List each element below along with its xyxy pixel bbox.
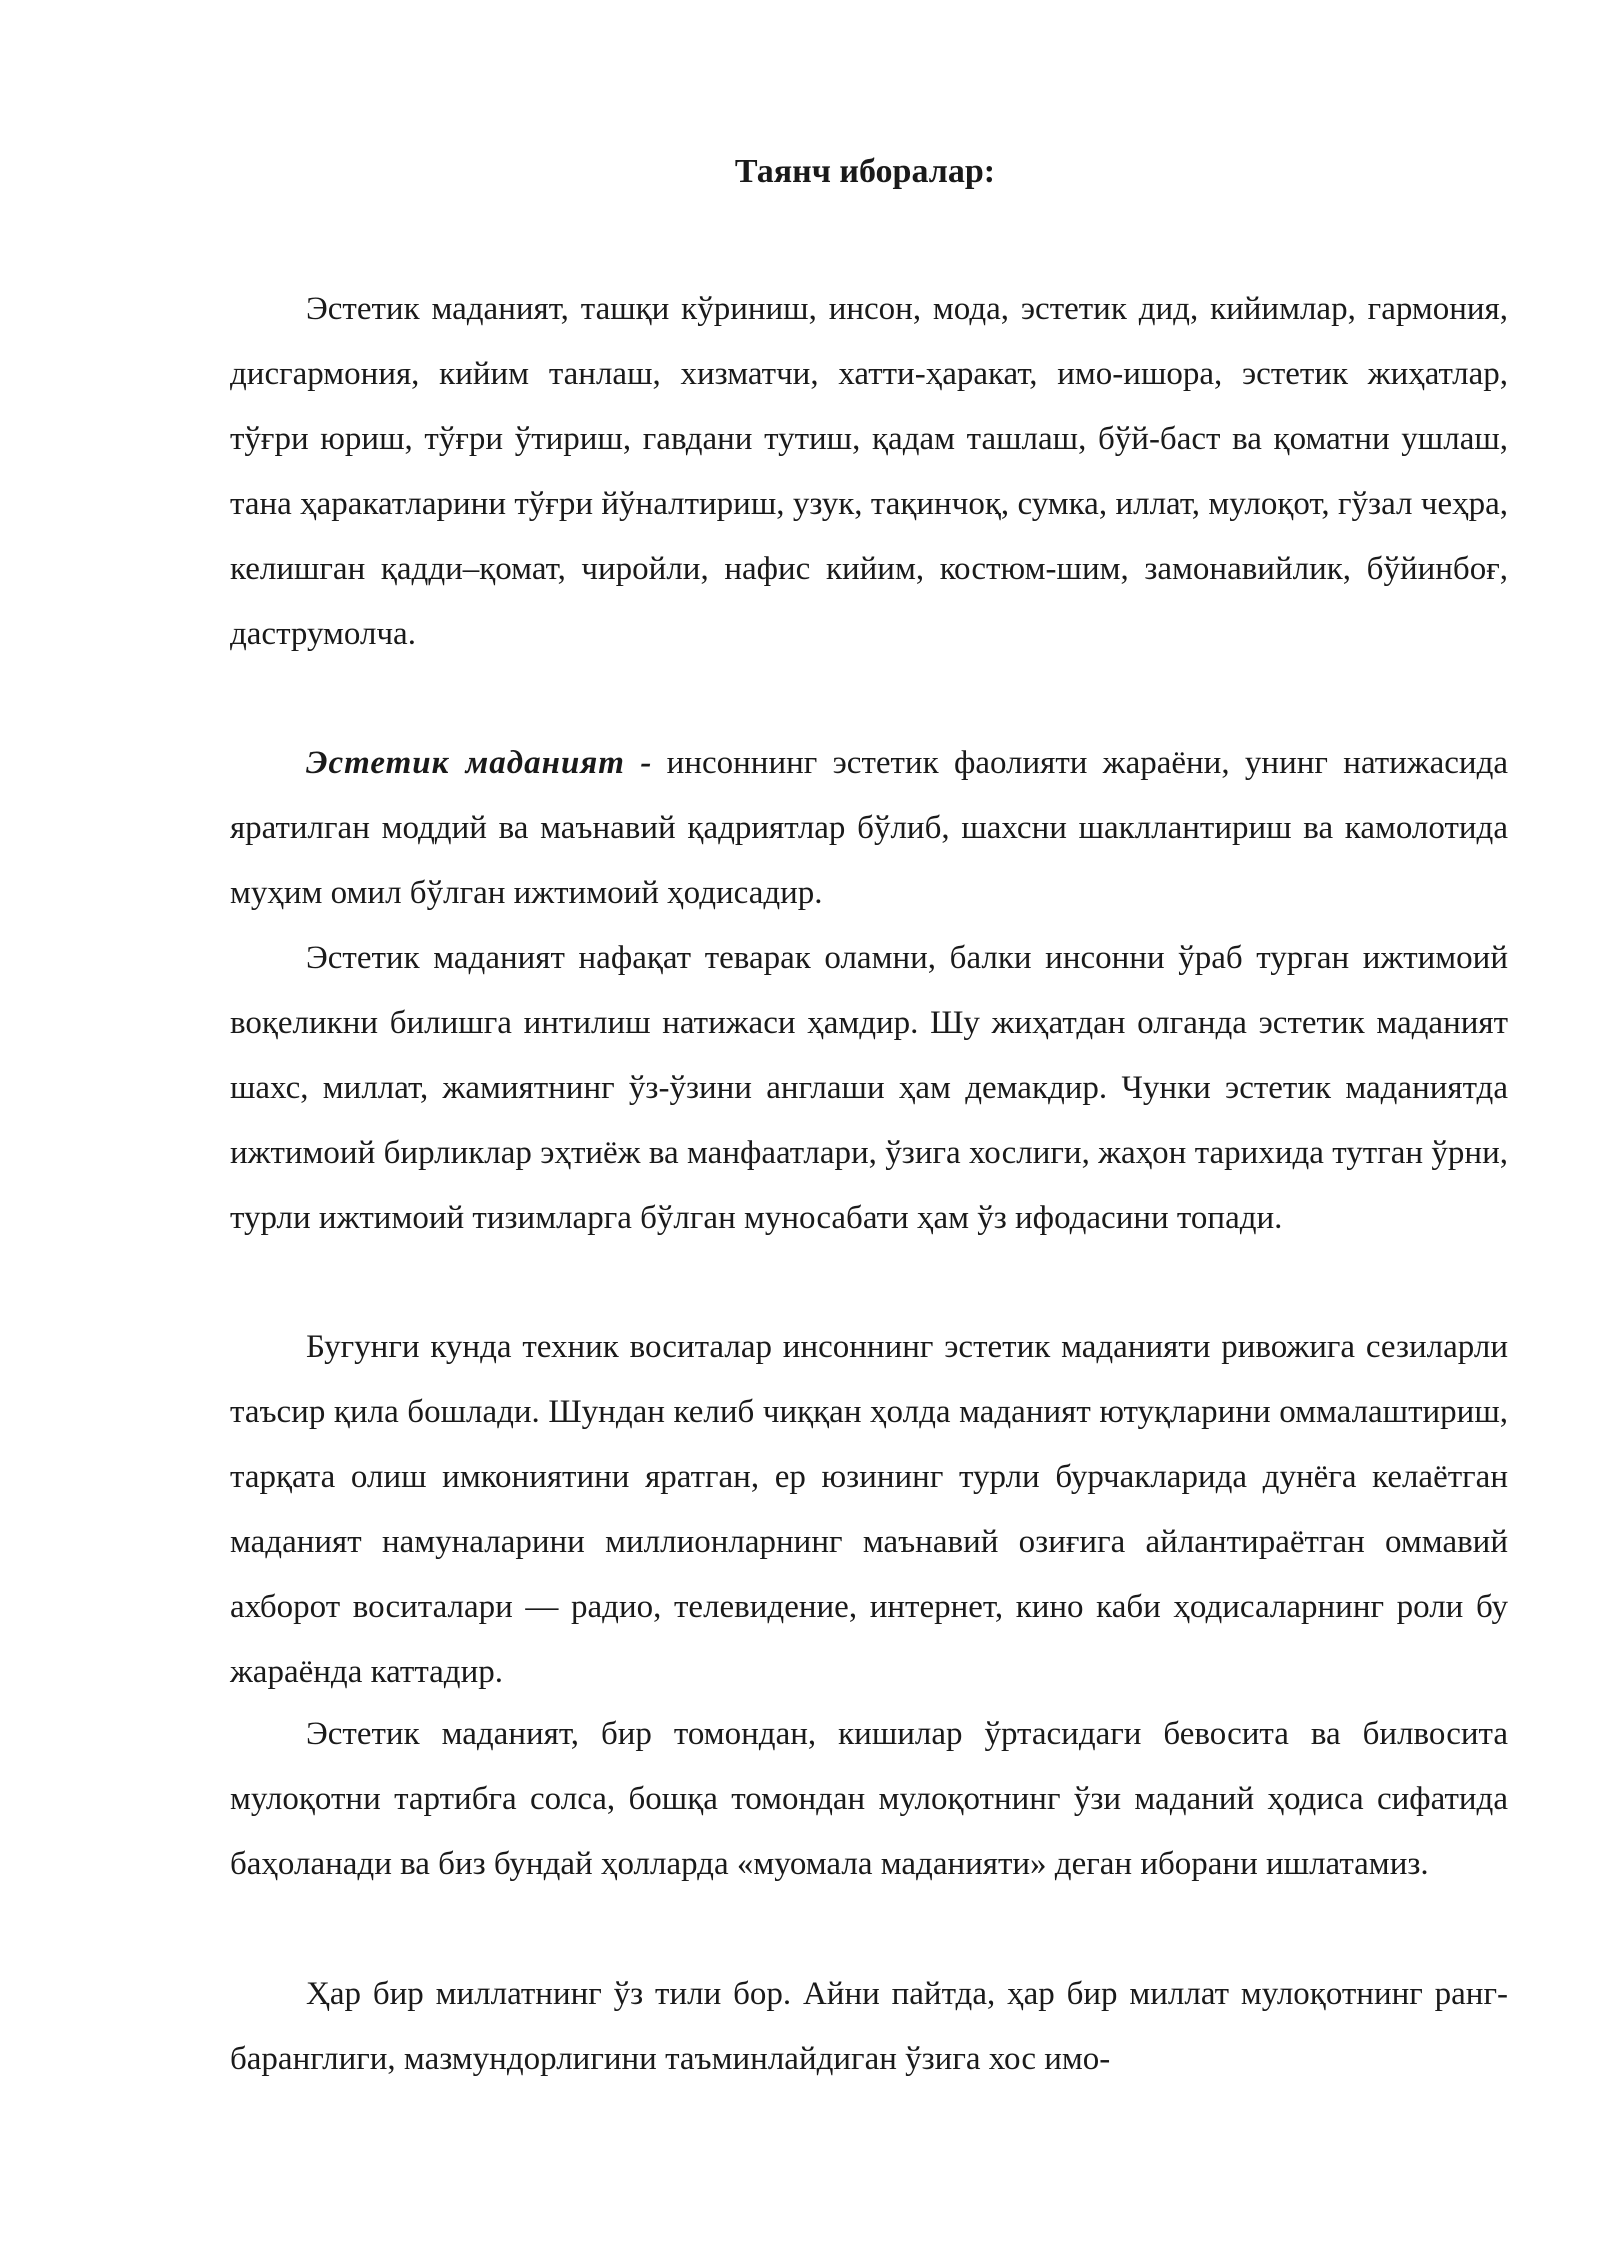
definition-term: Эстетик маданият xyxy=(306,745,625,781)
definition-dash: - xyxy=(624,745,667,781)
page-heading: Таянч иборалар: xyxy=(734,153,996,190)
body-paragraph: Ҳар бир миллатнинг ўз тили бор. Айни пайтда, ҳар бир миллат мулоқотнинг ранг-баранглиги, мазмундорлигини таъминлайдиган ўзига хос имо- xyxy=(230,1976,1508,2077)
body-paragraph: Эстетик маданият, бир томондан, кишилар ўртасидаги бевосита ва билвосита мулоқотни тартибга солса, бошқа томондан мулоқотнинг ўзи маданий ҳодиса сифатида баҳоланади ва биз бундай ҳолларда «муомала маданияти» деган иборани ишлатамиз. xyxy=(230,1716,1508,1882)
definition-paragraph xyxy=(230,731,1508,926)
definition-text: инсоннинг эстетик фаолияти жараёни, унинг натижасида яратилган моддий ва маънавий қадриятлар бўлиб, шахсни шакллантириш ва камолотида муҳим омил бўлган ижтимоий ҳодисадир. xyxy=(230,745,1509,911)
body-paragraph: Бугунги кунда техник воситалар инсоннинг эстетик маданияти ривожига сезиларли таъсир қила бошлади. Шундан келиб чиққан ҳолда маданият ютуқларини оммалаштириш, тарқата олиш имкониятини яратган, ер юзининг турли бурчакларида дунёга келаётган маданият намуналарини миллионларнинг маънавий озиғига айлантираётган оммавий ахборот воситалари — радио, телевидение, интернет, кино каби ҳодисаларнинг роли бу жараёнда каттадир. xyxy=(230,1329,1508,1690)
keywords-paragraph: Эстетик маданият, ташқи кўриниш, инсон, мода, эстетик дид, кийимлар, гармония, дисгармония, кийим танлаш, хизматчи, хатти-ҳаракат, имо-ишора, эстетик жиҳатлар, тўғри юриш, тўғри ўтириш, гавдани тутиш, қадам ташлаш, бўй-баст ва қоматни ушлаш, тана ҳаракатларини тўғри йўналтириш, узук, тақинчоқ, сумка, иллат, мулоқот, гўзал чеҳра, келишган қадди–қомат, чиройли, нафис кийим, костюм-шим, замонавийлик, бўйинбоғ, даструмолча. xyxy=(230,291,1508,652)
body-paragraph: Эстетик маданият нафақат теварак оламни, балки инсонни ўраб турган ижтимоий воқеликни билишга интилиш натижаси ҳамдир. Шу жиҳатдан олганда эстетик маданият шахс, миллат, жамиятнинг ўз-ўзини англаши ҳам демакдир. Чунки эстетик маданиятда ижтимоий бирликлар эҳтиёж ва манфаатлари, ўзига хослиги, жаҳон тарихида тутган ўрни, турли ижтимоий тизимларга бўлган муносабати ҳам ўз ифодасини топади. xyxy=(230,940,1508,1236)
